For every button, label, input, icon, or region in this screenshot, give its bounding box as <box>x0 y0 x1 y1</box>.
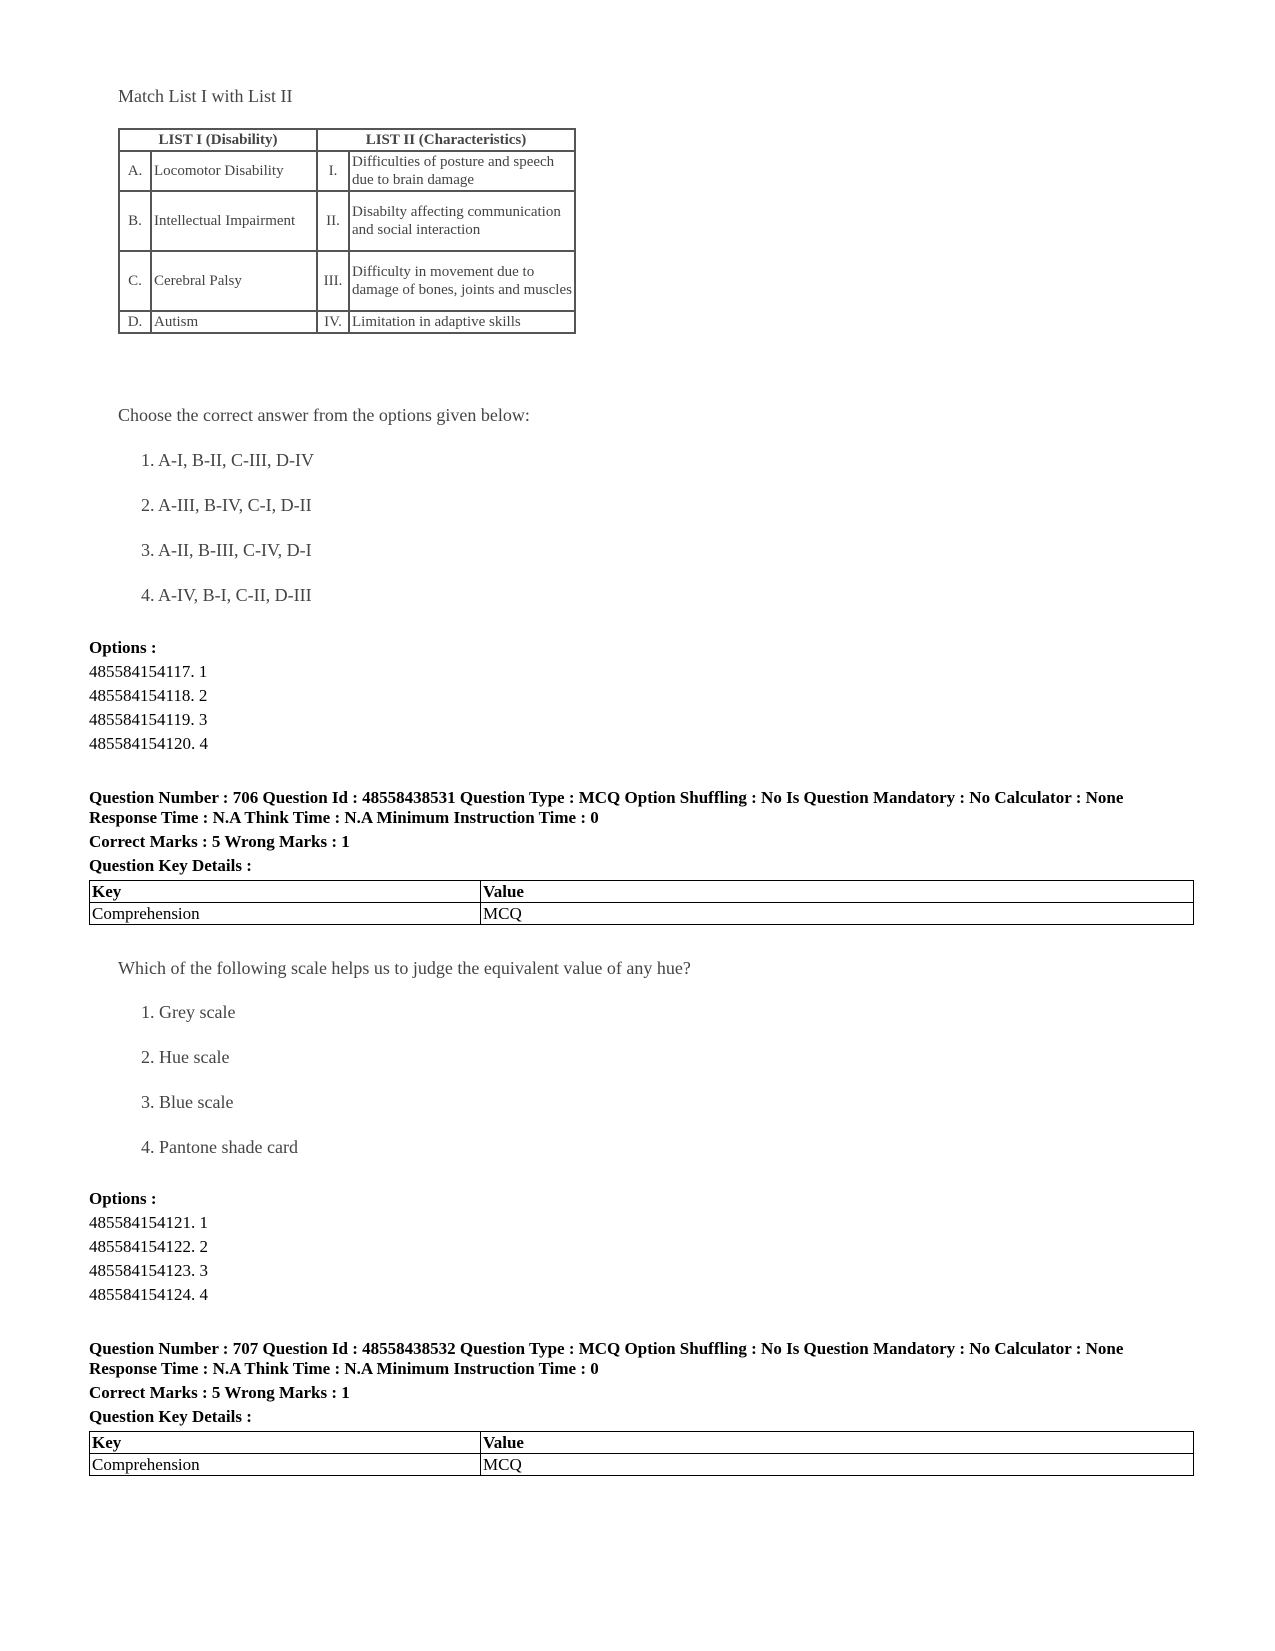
row-code: C. <box>119 251 151 311</box>
table-row <box>90 881 1194 903</box>
options-label: Options : <box>89 638 157 657</box>
table-row <box>119 191 575 251</box>
characteristic-cell: Disabilty affecting communication and social interaction <box>349 191 575 251</box>
question-key-table <box>89 880 1194 925</box>
row-code: A. <box>119 151 151 191</box>
disability-cell: Autism <box>151 311 317 333</box>
value-cell: MCQ <box>481 903 1194 925</box>
row-number: II. <box>317 191 349 251</box>
answer-choice: 3. A-II, B-III, C-IV, D-I <box>141 540 312 560</box>
row-number: III. <box>317 251 349 311</box>
disability-cell: Cerebral Palsy <box>151 251 317 311</box>
key-header: Key <box>90 1432 481 1454</box>
disability-cell: Intellectual Impairment <box>151 191 317 251</box>
match-instruction: Match List I with List II <box>118 86 293 106</box>
row-number: IV. <box>317 311 349 333</box>
question-meta-line2: Response Time : N.A Think Time : N.A Minimum Instruction Time : 0 <box>89 1359 599 1378</box>
option-id: 485584154119. 3 <box>89 710 208 729</box>
question-meta-line2: Response Time : N.A Think Time : N.A Minimum Instruction Time : 0 <box>89 808 599 827</box>
answer-choice: 1. Grey scale <box>141 1002 236 1022</box>
choose-instruction: Choose the correct answer from the options given below: <box>118 405 530 425</box>
table-row <box>119 251 575 311</box>
options-label: Options : <box>89 1189 157 1208</box>
option-id: 485584154120. 4 <box>89 734 208 753</box>
row-number: I. <box>317 151 349 191</box>
option-id: 485584154117. 1 <box>89 662 208 681</box>
key-details-label: Question Key Details : <box>89 856 252 875</box>
answer-choice: 2. A-III, B-IV, C-I, D-II <box>141 495 312 515</box>
option-id: 485584154118. 2 <box>89 686 208 705</box>
answer-choice: 4. A-IV, B-I, C-II, D-III <box>141 585 312 605</box>
option-id: 485584154121. 1 <box>89 1213 208 1232</box>
table-row <box>90 903 1194 925</box>
question-meta-line1: Question Number : 706 Question Id : 48558438531 Question Type : MCQ Option Shuffling : No Is Question Mandatory : No Calculator : None <box>89 788 1124 807</box>
match-list-table <box>118 128 576 334</box>
value-cell: MCQ <box>481 1454 1194 1476</box>
question-text: Which of the following scale helps us to judge the equivalent value of any hue? <box>118 958 691 978</box>
list2-header: LIST II (Characteristics) <box>317 129 575 151</box>
question-meta-line1: Question Number : 707 Question Id : 48558438532 Question Type : MCQ Option Shuffling : No Is Question Mandatory : No Calculator : None <box>89 1339 1124 1358</box>
answer-choice: 1. A-I, B-II, C-III, D-IV <box>141 450 314 470</box>
key-cell: Comprehension <box>90 1454 481 1476</box>
marks-line: Correct Marks : 5 Wrong Marks : 1 <box>89 1383 350 1402</box>
answer-choice: 4. Pantone shade card <box>141 1137 298 1157</box>
key-header: Key <box>90 881 481 903</box>
option-id: 485584154123. 3 <box>89 1261 208 1280</box>
key-cell: Comprehension <box>90 903 481 925</box>
value-header: Value <box>481 881 1194 903</box>
table-row <box>90 1454 1194 1476</box>
question-key-table <box>89 1431 1194 1476</box>
answer-choice: 2. Hue scale <box>141 1047 230 1067</box>
characteristic-cell: Difficulties of posture and speech due to brain damage <box>349 151 575 191</box>
answer-choice: 3. Blue scale <box>141 1092 234 1112</box>
row-code: D. <box>119 311 151 333</box>
match-table-header <box>119 129 575 151</box>
characteristic-cell: Limitation in adaptive skills <box>349 311 575 333</box>
table-row <box>119 311 575 333</box>
row-code: B. <box>119 191 151 251</box>
table-row <box>90 1432 1194 1454</box>
value-header: Value <box>481 1432 1194 1454</box>
table-row <box>119 151 575 191</box>
option-id: 485584154122. 2 <box>89 1237 208 1256</box>
marks-line: Correct Marks : 5 Wrong Marks : 1 <box>89 832 350 851</box>
list1-header: LIST I (Disability) <box>119 129 317 151</box>
characteristic-cell: Difficulty in movement due to damage of bones, joints and muscles <box>349 251 575 311</box>
disability-cell: Locomotor Disability <box>151 151 317 191</box>
key-details-label: Question Key Details : <box>89 1407 252 1426</box>
option-id: 485584154124. 4 <box>89 1285 208 1304</box>
